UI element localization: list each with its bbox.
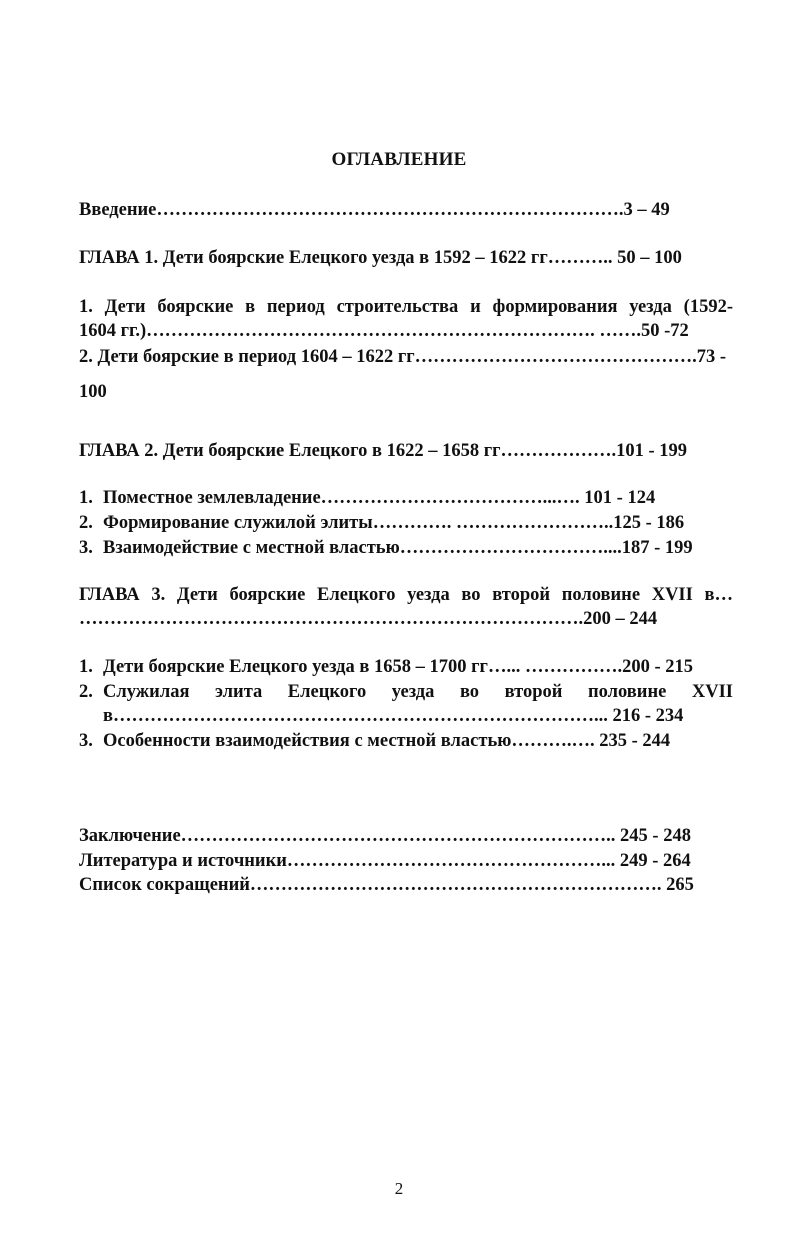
toc-ch2-item: 3. Взаимодействие с местной властью……………………………....187 - 199 (79, 538, 693, 558)
toc-entry-abbreviations: Список сокращений…………………………………………………………. 265 (79, 875, 694, 895)
toc-chapter-3-pages: ……………………………………………………………………….200 – 244 (79, 609, 658, 629)
toc-entry-literature: Литература и источники……………………………………………... 249 - 264 (79, 851, 691, 871)
toc-ch1-section-1-line-1: 1. Дети боярские в период строительства и формирования уезда (1592- (79, 297, 733, 317)
toc-ch1-section-2: 2. Дети боярские в период 1604 – 1622 гг……………………………………….73 - (79, 347, 727, 367)
toc-entry-intro: Введение………………………………………………………………….3 – 49 (79, 200, 670, 220)
page-number: 2 (394, 1179, 404, 1198)
toc-ch3-item: 2. Служилая элита Елецкого уезда во второй половине XVII (79, 682, 733, 702)
toc-ch3-item-cont: в……………………………………………………………………... 216 - 234 (103, 706, 684, 726)
toc-ch1-section-1-line-2: 1604 гг.)………………………………………………………………. …….50 -72 (79, 321, 689, 341)
toc-ch3-item: 1. Дети боярские Елецкого уезда в 1658 – 1700 гг…... …………….200 - 215 (79, 657, 693, 677)
toc-ch2-item: 2. Формирование служилой элиты…………. ……………………..125 - 186 (79, 513, 685, 533)
toc-ch1-section-2-cont: 100 (79, 382, 107, 402)
toc-chapter-2-title: ГЛАВА 2. Дети боярские Елецкого в 1622 – 1658 гг……………….101 - 199 (79, 441, 688, 461)
toc-chapter-1-title: ГЛАВА 1. Дети боярские Елецкого уезда в 1592 – 1622 гг……….. 50 – 100 (79, 248, 682, 268)
toc-entry-conclusion: Заключение…………………………………………………………….. 245 - 248 (79, 826, 691, 846)
toc-title: ОГЛАВЛЕНИЕ (331, 149, 467, 170)
toc-ch3-item: 3. Особенности взаимодействия с местной властью……….…. 235 - 244 (79, 731, 671, 751)
toc-chapter-3-title: ГЛАВА 3. Дети боярские Елецкого уезда во второй половине XVII в… (79, 585, 733, 605)
toc-ch2-item: 1. Поместное землевладение………………………………...…. 101 - 124 (79, 488, 656, 508)
